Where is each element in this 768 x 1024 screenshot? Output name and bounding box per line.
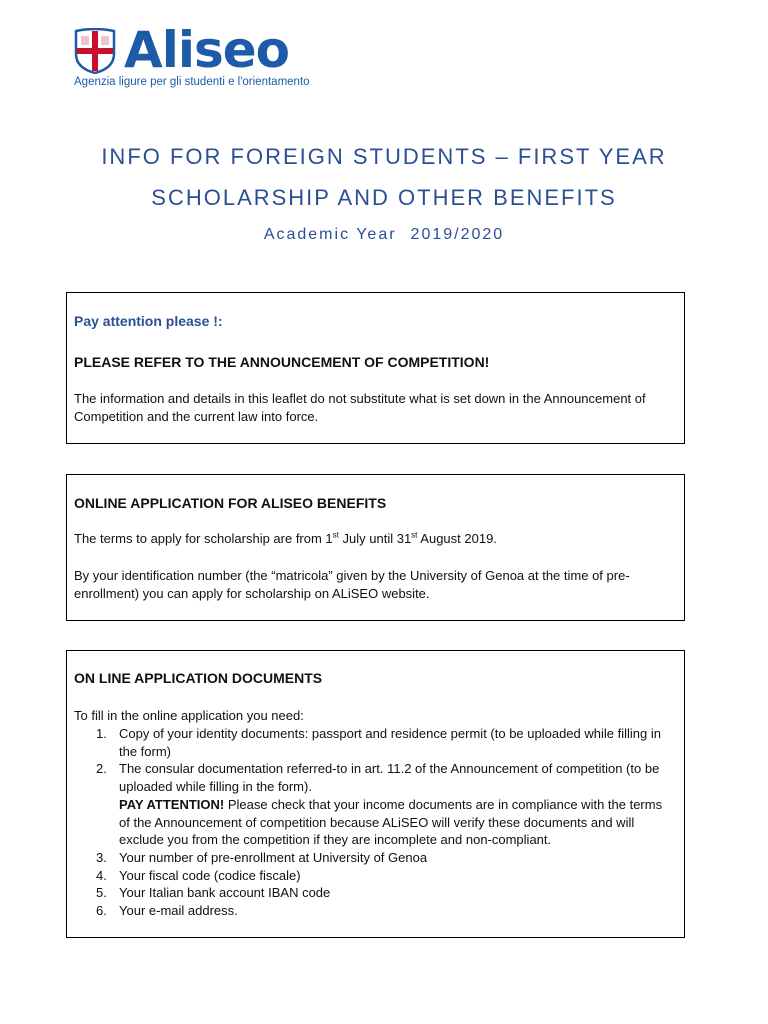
list-item-text: Copy of your identity documents: passport and residence permit (to be uploaded while filling in the form) [119,726,661,759]
application-terms [74,530,676,548]
notice-box [66,292,685,444]
terms-sup-2: st [411,530,418,540]
notice-body: The information and details in this leaflet do not substitute what is set down in the Announcement of Competition and the current law into force. [74,391,646,424]
list-item-text: Your fiscal code (codice fiscale) [119,867,301,883]
documents-heading: ON LINE APPLICATION DOCUMENTS [74,670,323,686]
pay-attention-text: Please check that your income documents are in compliance with the terms of the Announcement of competition because ALiSEO will verify these documents and will exclude you from the competition if they are incomplete and non-compliant. [119,796,663,848]
list-number: 3. [96,849,107,865]
list-number: 6. [96,903,107,919]
list-item [74,902,676,920]
list-item-text: Your number of pre-enrollment at University of Genoa [119,849,428,865]
aliseo-logo [74,21,334,92]
academic-year-label: Academic Year [263,226,397,243]
pay-attention-label: PAY ATTENTION! [119,796,225,812]
academic-year [0,226,768,244]
attention-label: Pay attention please !: [74,313,223,329]
list-item-text: The consular documentation referred-to in art. 11.2 of the Announcement of competition (to be uploaded while filling in the form). [119,761,660,795]
documents-list [74,725,676,920]
list-number: 4. [96,867,107,883]
list-item [74,849,676,867]
terms-text-a: The terms to apply for scholarship are from 1 [74,531,333,546]
terms-text-b: July until 31 [338,531,412,546]
terms-sup-1: st [332,530,339,540]
list-item-text: Your e-mail address. [119,903,238,919]
page-title-line1: INFO FOR FOREIGN STUDENTS – FIRST YEAR [101,144,667,169]
list-item [74,760,676,849]
online-application-box [66,474,685,621]
logo-wordmark: Aliseo [124,21,289,79]
terms-text-c: August 2019. [417,531,497,546]
list-item [74,867,676,885]
online-application-heading: ONLINE APPLICATION FOR ALISEO BENEFITS [74,495,387,511]
list-item-text: Your Italian bank account IBAN code [119,885,331,901]
list-item [74,725,676,760]
academic-year-value: 2019/2020 [410,226,505,243]
documents-intro: To fill in the online application you need: [74,708,304,723]
list-number: 1. [96,726,107,741]
logo-tagline: Agenzia ligure per gli studenti e l'orientamento [74,76,310,88]
list-number: 5. [96,885,107,901]
application-documents-box [66,650,685,938]
matricola-info: By your identification number (the “matricola” given by the University of Genoa at the time of pre-enrollment) you can apply for scholarship on ALiSEO website. [74,568,630,601]
list-number: 2. [96,761,107,777]
page-title-line2: SCHOLARSHIP AND OTHER BENEFITS [151,185,617,210]
shield-icon [74,28,116,74]
list-item [74,884,676,902]
notice-heading: PLEASE REFER TO THE ANNOUNCEMENT OF COMPETITION! [74,354,490,370]
